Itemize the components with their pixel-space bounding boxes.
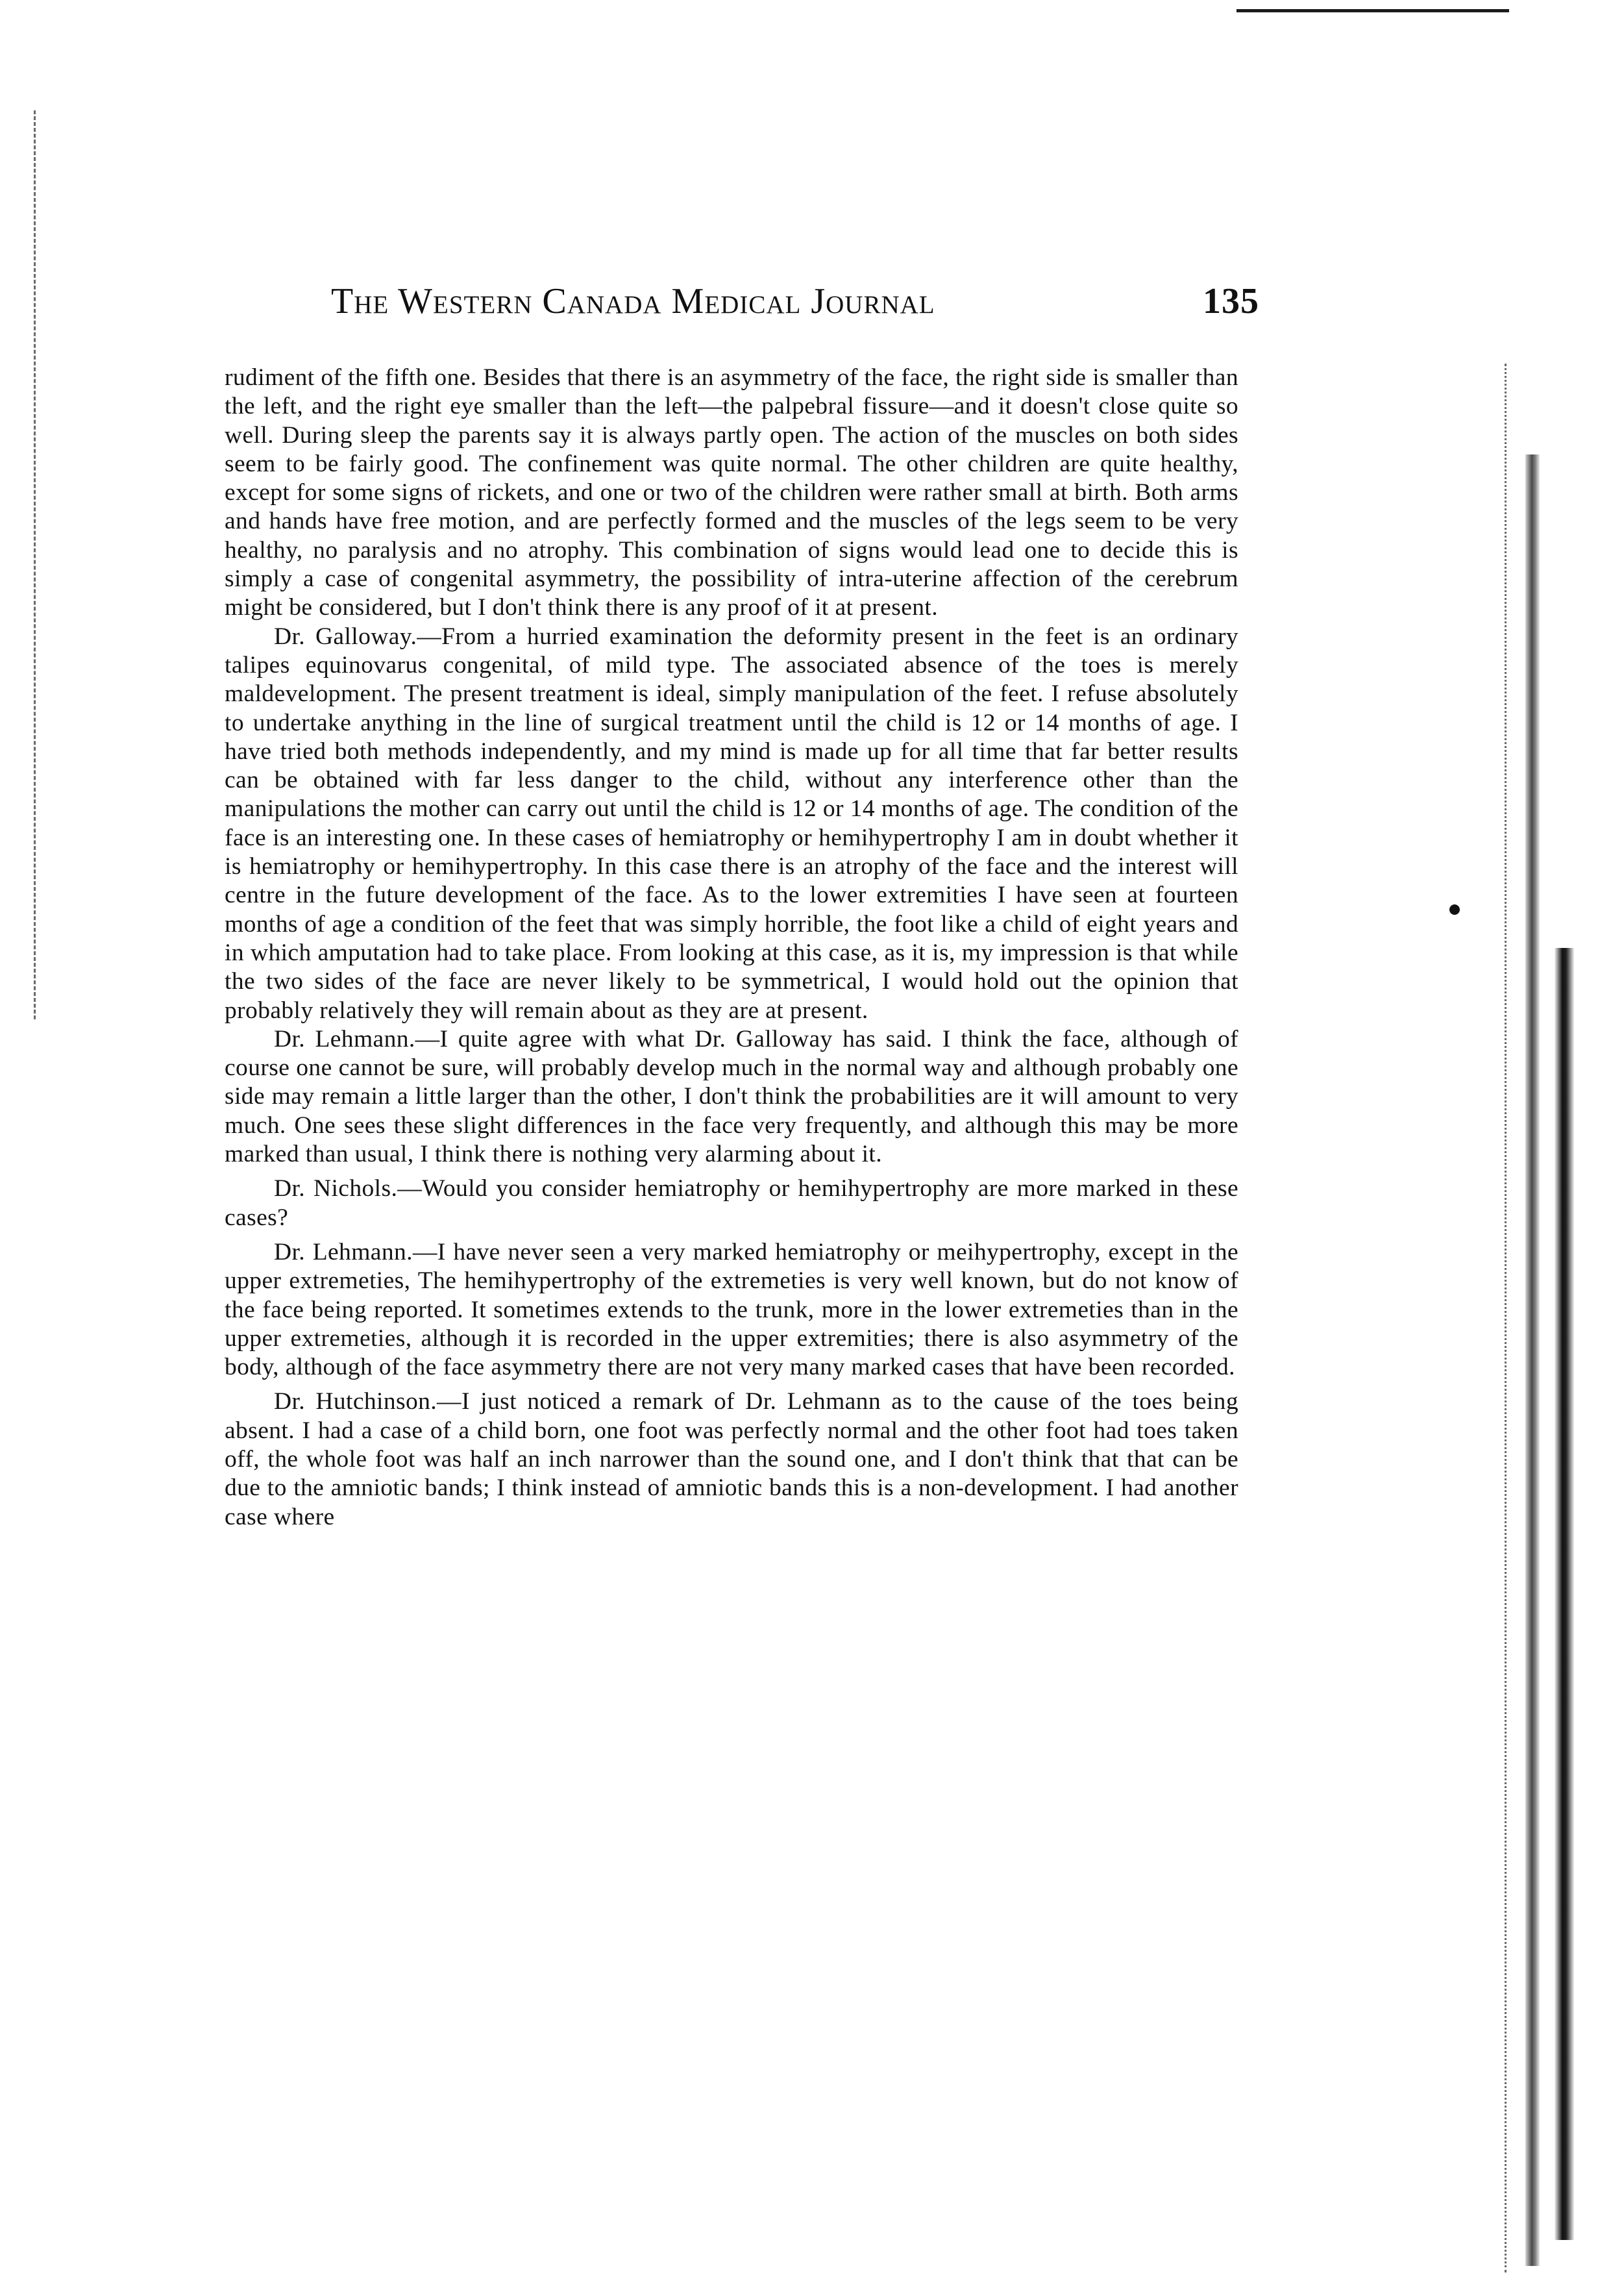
scan-left-edge-artifact xyxy=(34,110,41,1019)
paragraph-lehmann-2: Dr. Lehmann.—I have never seen a very marked hemiatrophy or meihypertrophy, except in the upper extremeties, The hemihypertrophy of the extremeties is very well known, but do not know of the face being reported. It sometimes extends to the trunk, more in the lower extremeties than in the upper extremeties, although it is recorded in the upper extremities; there is also asymmetry of the body, although of the face asymmetry there are not very many marked cases that have been recorded. xyxy=(225,1238,1238,1381)
paragraph-hutchinson: Dr. Hutchinson.—I just noticed a remark of Dr. Lehmann as to the cause of the toes being absent. I had a case of a child born, one foot was perfectly normal and the other foot had toes taken off, the whole foot was half an inch narrower than the sound one, and I don't think that that can be due to the amniotic bands; I think instead of amniotic bands this is a non-development. I had another case where xyxy=(225,1388,1238,1530)
paragraph-nichols: Dr. Nichols.—Would you consider hemiatrophy or hemihypertrophy are more marked in these cases? xyxy=(225,1175,1238,1231)
page-number: 135 xyxy=(1203,281,1259,321)
scan-top-rule xyxy=(1236,9,1509,12)
scan-binding-edge xyxy=(1555,948,1574,2240)
scan-binding-shadow xyxy=(1525,454,1540,2266)
article-body xyxy=(225,364,1238,1532)
paragraph-lehmann-1: Dr. Lehmann.—I quite agree with what Dr. Galloway has said. I think the face, although of course one cannot be sure, will probably develop much in the normal way and although probably one side may remain a little larger than the other, I don't think the probabilities are it will amount to very much. One sees these slight differences in the face very frequently, and although this may be more marked than usual, I think there is nothing very alarming about it. xyxy=(225,1025,1238,1168)
journal-title: The Western Canada Medical Journal xyxy=(331,281,935,321)
paragraph-galloway: Dr. Galloway.—From a hurried examination the deformity present in the feet is an ordinary talipes equinovarus congenital, of mild type. The associated absence of the toes is merely maldevelopment. The present treatment is ideal, simply manipulation of the feet. I refuse absolutely to undertake anything in the line of surgical treatment until the child is 12 or 14 months of age. I have tried both methods independently, and my mind is made up for all time that far better results can be obtained with far less danger to the child, without any interference other than the manipulations the mother can carry out until the child is 12 or 14 months of age. The condition of the face is an interesting one. In these cases of hemiatrophy or hemihypertrophy I am in doubt whether it is hemiatrophy or hemihypertrophy. In this case there is an atrophy of the face and the interest will centre in the future development of the face. As to the lower extremities I have seen at fourteen months of age a condition of the feet that was simply horrible, the foot like a child of eight years and in which amputation had to take place. From looking at this case, as it is, my impression is that while the two sides of the face are never likely to be symmetrical, I would hold out the opinion that probably relatively they will remain about as they are at present. xyxy=(225,623,1238,1024)
running-header xyxy=(331,280,1259,332)
paragraph-continuation: rudiment of the fifth one. Besides that there is an asymmetry of the face, the right side is smaller than the left, and the right eye smaller than the left—the palpebral fissure—and it doesn't close quite so well. During sleep the parents say it is always partly open. The action of the muscles on both sides seem to be fairly good. The confinement was quite normal. The other children are quite healthy, except for some signs of rickets, and one or two of the children were rather small at birth. Both arms and hands have free motion, and are perfectly formed and the muscles of the legs seem to be very healthy, no paralysis and no atrophy. This combination of signs would lead one to decide this is simply a case of congenital asymmetry, the possibility of intra-uterine affection of the cerebrum might be considered, but I don't think there is any proof of it at present. xyxy=(225,364,1238,621)
margin-ink-mark xyxy=(1449,904,1460,915)
scan-right-edge-artifact xyxy=(1505,364,1510,2272)
